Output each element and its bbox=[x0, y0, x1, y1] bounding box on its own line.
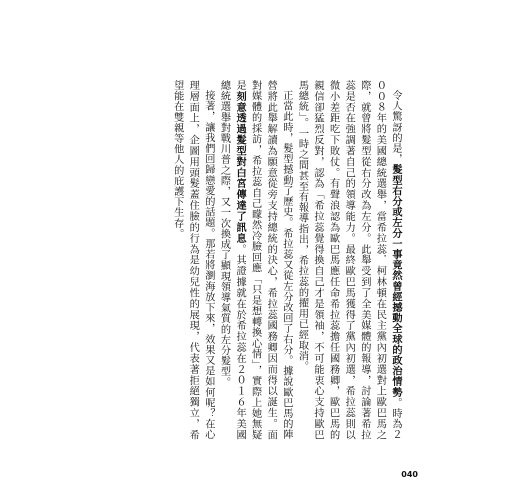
paragraph-2-emphasis: 刻意透過髮型對白宮傳達了訊息 bbox=[234, 90, 246, 244]
paragraph-1 bbox=[294, 80, 403, 440]
paragraph-3-body: 接著，讓我們回歸戀愛的話題。那若將瀏海放下來，效果又是如何呢？在心理層面上，企圖用頭髮蓋住臉的行為是幼兒性的展現，代表著拒絕獨立，希望能在雙親等他人的庇護下生存。 bbox=[171, 80, 214, 440]
paragraph-1-intro: 令人驚訝的是， bbox=[390, 90, 401, 165]
paragraph-2-intro: 正當此時，髮型撼動了歷史。希拉蕊又從左分改回了右分。據說歐巴馬的陣營將此舉解讀為願意從旁支持總統的決心，希拉蕊國務卿因而得以誕生。面對媒體的採訪，希拉蕊自己矇然冷臉回應「只是想轉換心情」，實際上她無疑是 bbox=[234, 80, 292, 440]
body-text bbox=[98, 80, 403, 440]
paragraph-1-body: 。時為２００８年的美國總統選舉，當希拉蕊．柯林頓在民主黨內初選對上歐巴馬之際，就曾將髮型從右分改為左分。此舉受到了全美媒體的報導，討論著希拉蕊是否在強調著自己的領導能力。最終歐巴馬獲得了黨內初選，希拉蕊則以微小差距吃下敗仗。有聲浪認為歐巴馬應任命希拉蕊擔任國務卿，歐巴馬的親信卻猛烈反對，認為「希拉蕊覺得換自己才是領袖，不可能衷心支持歐巴馬總統」。一時之間甚至有報導指出，希拉蕊的擢用已經取消。 bbox=[296, 80, 401, 440]
page-number: 040 bbox=[401, 470, 418, 479]
paragraph-1-emphasis: 髮型右分或左分一事竟然曾經撼動全球的政治情勢 bbox=[390, 164, 401, 398]
paragraph-3 bbox=[169, 80, 216, 440]
paragraph-2 bbox=[216, 80, 294, 440]
paragraph-2-body: 。其證據就在於希拉蕊在２０１６年美國總統選舉對戰川普之際，又一次換成了顯現領導氣質的左分髮型。 bbox=[218, 80, 246, 440]
